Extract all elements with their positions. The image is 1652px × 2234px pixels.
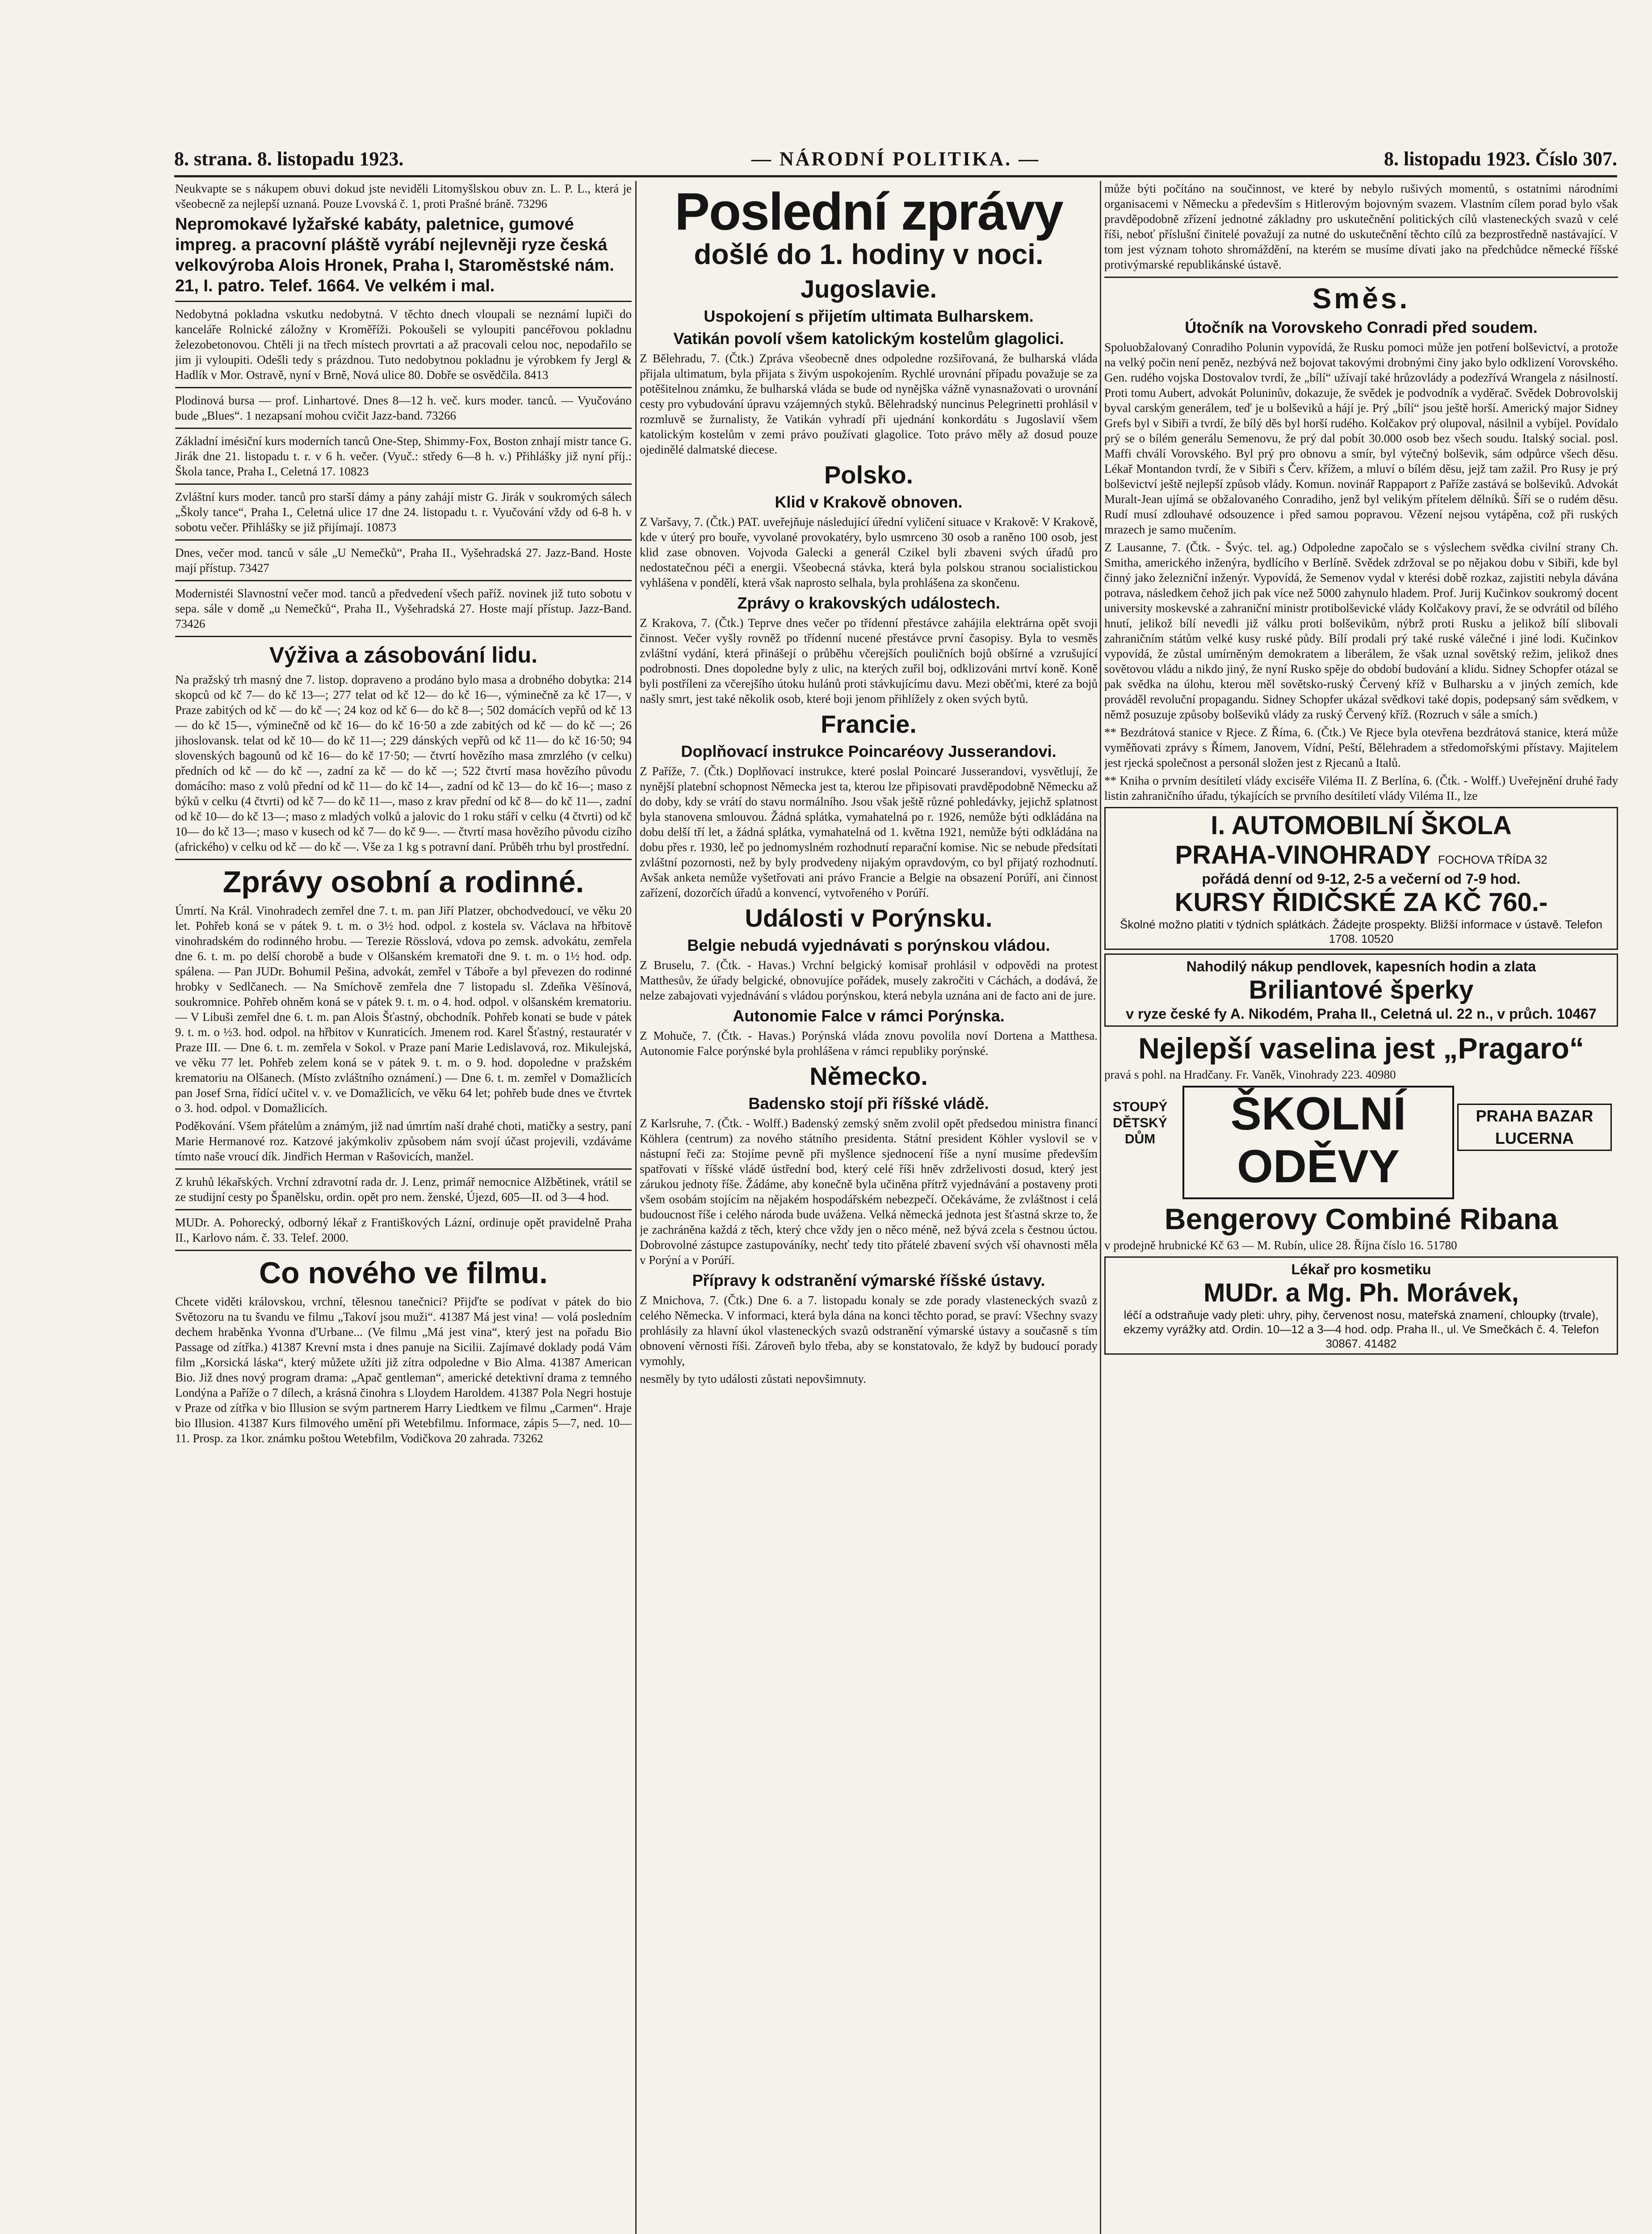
headline-latest-news: Poslední zprávy <box>675 182 1063 241</box>
separator <box>1104 277 1618 278</box>
section-title-personal: Zprávy osobní a rodinné. <box>222 865 584 899</box>
ad-benger: Bengerovy Combiné Ribana <box>1164 1202 1558 1235</box>
ad-litomysl-shoes: Neukvapte se s nákupem obuvi dokud jste neviděli Litomyšlskou obuv zn. L. P. L., která je všeobecně za nejlepší uznaná. Pouze Lvovská č. 1, proti Prašné bráně. 73296 <box>175 182 632 210</box>
section-title-miscellany: Směs. <box>1312 282 1410 315</box>
separator <box>175 539 632 541</box>
column-1 <box>175 181 632 2234</box>
ad-school-clothes-right: PRAHA BAZAR LUCERNA <box>1457 1104 1612 1151</box>
article-film-news: Chcete viděti královskou, vrchní, tělesnou tanečnici? Přijďte se podívat v pátek do bio Světozoru na tu švandu ve filmu „Takoví jsou muži“. 41387 Má jest vina! — volá posledním dechem hraběnka Yvonna d'Urbane... (Ve filmu „Má jest vina“, který jest na pořadu Bio Passage od zítřka.) 41387 Krevní msta i dnes panuje na Sicilii. Zajímavé doklady podá Vám film „Korsická láska“, který můžete užíti již zítra odpoledne v Bio Alma. 41387 American Bio. Již dnes nový program drama: „Apač gentleman“, americké detektivní drama z temného Londýna a Paříže o 7 dílech, a krásná činohra s Lloydem Haroldem. 41387 Pola Negri hostuje v Praze od zítřka v bio Illusion se svým partnerem Harry Liedtkem ve filmu „Carmen“. Hraje bio Illusion. 41387 Kurs filmového umění při Wetebfilmu. Informace, zápis 5—7, ned. 10—11. Prosp. za 1kor. známku poštou Wetebfilm, Vodičkova 20 zahrada. 73262 <box>175 1295 632 1445</box>
ad-safe-box: Nedobytná pokladna vskutku nedobytná. V těchto dnech vloupali se neznámí lupiči do kanceláře Rolnické záložny v Kroměříži. Pokoušeli se vyloupiti pancéřovou pokladnu železobetonovou. Chtěli ji na třech místech provrtati a až pracovali celou noc, nepodařilo se jim ji vyloupiti. Odešli tedy s prázdnou. Tuto nedobytnou pokladnu je výrobkem fy Jergl & Hadlík v Mor. Ostravě, nyní v Brně, Nová ulice 80. Dobře se osvědčila. 8413 <box>175 307 632 382</box>
separator <box>175 387 632 388</box>
article-krakow: Z Krakova, 7. (Čtk.) Teprve dnes večer po třídenní přestávce zahájila elektrárna opět svoji činnost. Večer vyšly rovněž po třídenní nucené přestávce první časopisy. Byla to vesměs zvláštní vydání, která přinášejí o průběhu včerejších pouličních bojů obšírné a vzrušující podrobnosti. Dnes dopoledne byly z ulic, na kterých zuřil boj, odklizováni mrtví koně. Koně byli postříleni za včerejšího útoku hulánů proti stávkujícímu davu. Mezi oběťmi, které za bojů našly smrt, jest také několik osob, které boji jenom přihlížely z oken svých bytů. <box>640 616 1098 705</box>
article-meat-market: Na pražský trh masný dne 7. listop. dopraveno a prodáno bylo masa a drobného dobytka: 214 skopců od kč 7— do kč 13—; 277 telat od kč 12— do kč 16—, výminečně za kč 17—, v Praze zabitých od kč — do kč —; 24 koz od kč 6— do kč 8—; 502 domácích vepřů od kč 13— do kč 15—, výminečně od kč 16— do kč 16·50 a zde zabitých od kč — do kč —; 26 jihoslovansk. telat od kč 10— do kč 11—; 229 dánských vepřů od kč 11— do kč 16·50; 94 slovenských bagounů od kč 16— do kč 17·50; — čtvrtí hovězího masa zmrzlého (v celku) předních od kč — do kč —, zadní za kč — do kč —; 522 čtvrtí masa hovězího původu domácího: maso z volů přední od kč 11— do kč 14—, zadní od kč 13— do kč 16—; maso z býků v celku (4 čtvrti) od kč 7— do kč 11—, maso z krav přední od kč 8— do kč 11—, zadní od kč 10— do kč 13—; maso z mladých volků a jalovic do 1 roku stáří v celku (4 čtvrti) od kč 10— do kč 13—; maso v kusech od kč 7— do kč 9—. — čtvrtí masa hovězího původu cizího (afrického) v celku od kč — do kč —. Vše za 1 kg s potravní daní. Průběh trhu byl prostřední. <box>175 673 632 853</box>
separator <box>175 1168 632 1170</box>
section-title-food: Výživa a zásobování lidu. <box>269 642 538 668</box>
ad-dance-linhart: Plodinová bursa — prof. Linhartové. Dnes 8—12 h. več. kurs moder. tanců. — Vyučováno bude „Blues“. 1 nezapsaní mohou cvičit Jazz-band. 73266 <box>175 394 632 422</box>
ad-school-clothes-left: STOUPÝ DĚTSKÝ DŮM <box>1112 1100 1168 1146</box>
ad-gala-evening: Modernistéi Slavnostní večer mod. tanců a předvedení všech paříž. novinek již tuto sobotu v sepa. sále v domě „u Nemečků“, Praha II., Vyšehradská 27. Hoste mají přístup. Jazz-Band. 73426 <box>175 587 632 630</box>
article-rijeka-radio: ** Bezdrátová stanice v Rjece. Z Říma, 6. (Čtk.) Ve Rjece byla otevřena bezdrátová stanice, která může vyměňovati zprávy s Římem, Janovem, Vídní, Peští, Bělehradem a středomořskými přístavy. Majitelem jest rjecká společnost a personál složen jest z Rjecanů a Italů. <box>1104 726 1618 769</box>
ad-benger-sub: v prodejně hrubnické Kč 63 — M. Rubín, ulice 28. Října číslo 16. 51780 <box>1104 1239 1457 1252</box>
ad-nikodem-jewels <box>1104 953 1618 1027</box>
ad-dance-seniors: Zvláštní kurs moder. tanců pro starší dámy a pány zahájí mistr G. Jirák v soukromých sálech „Školy tance“, Praha I., Celetná ulice 17 dne 24. listopadu t. r. Vyučování vždy od 6-8 h. v sobotu večer. Přihlášky se již přijímají. 10873 <box>175 490 632 534</box>
ad-driving-school-title: I. AUTOMOBILNÍ ŠKOLA <box>1211 811 1512 840</box>
column-rule-2 <box>1100 181 1101 2234</box>
article-poland: Z Varšavy, 7. (Čtk.) PAT. uveřejňuje následující úřední vyličení situace v Krakově: V Krakově, kde v úterý pro bouře, vyvolané provokatéry, bylo usmrceno 30 osob a raněno 100 osob, jest klid zase obnoven. Vojvoda Galecki a generál Czikel byli zbaveni svých úřadů pro nedostatečnou péči a energii. Všeobecná stávka, která byla polskou stranou socialistickou vyhlášena v pondělí, která však naprosto selhala, byla prohlášena za skončenu. <box>640 515 1098 589</box>
header-masthead: — NÁRODNÍ POLITIKA. — <box>751 148 1040 170</box>
page-header <box>174 147 1617 174</box>
heading-baden: Badensko stojí při říšské vládě. <box>748 1094 989 1113</box>
ad-school-clothes-title: ŠKOLNÍ ODĚVY <box>1182 1086 1454 1199</box>
heading-krakow-calm: Klid v Krakově obnoven. <box>775 493 963 511</box>
heading-krakow-events: Zprávy o krakovských událostech. <box>737 594 1000 612</box>
heading-weimar: Přípravy k odstranění výmarské říšské ústavy. <box>692 1271 1045 1289</box>
header-rule <box>174 175 1617 177</box>
article-doctors: Z kruhů lékařských. Vrchní zdravotní rada dr. J. Lenz, primář nemocnice Alžbětinek, vrátil se ze studijní cesty po Španělsku, ordin. opět pro nem. ženské, Újezd, 605—II. od 3—4 hod. <box>175 1175 632 1204</box>
ad-vaseline-sub: pravá s pohl. na Hradčany. Fr. Vaněk, Vinohrady 223. 40980 <box>1104 1068 1396 1081</box>
ad-cosmetics-doctor <box>1104 1256 1618 1355</box>
ad-dance-evening: Dnes, večer mod. tanců v sále „U Nemečků“, Praha II., Vyšehradská 27. Jazz-Band. Hoste mají přístup. 73427 <box>175 546 632 575</box>
article-conradi-trial: Spoluobžalovaný Conradiho Polunin vypovídá, že Rusku pomoci může jen potření bolševictví, a protože na velký počin není peněz, nezbývá než bojovat takovými drobnými činy jako bylo odklizení Vorovského. Gen. rudého vojska Dostovalov tvrdí, že „bílí“ užívají také hrůzovlády a podezřívá Wrangela z násilností. Proti tomu Aubert, advokát Poluninův, dokazuje, že svědek je podvodník a vyděrač. Svědek Dobrovolskij byval carským generálem, teď je u bolševiků a hájí je. Prý „bílí“ jsou ještě horší. Americký major Sidney Grefs byl v Sibiři a tvrdí, že bílý děs byl horší rudého. Kolčakov prý olupoval, násilnil a vybíjel. Povídalo prý se o bílém generálu Semenovu, že prý dal pobít 30.000 osob bez všech soudu. Italský social. posl. Maffi chválí Vorovského. Byl prý pro obnovu a smír, byl výtečný bolševik, sám odpůrce všech děsu. Lékař Montandon tvrdí, že v Sibiři s Červ. křížem, a mluví o bílém děsu, jejž tam zažil. Pro Rusy je prý bolševictví ještě nejlepší způsob vlády. Komun. novinář Rappaport z Paříže zastává se bolševiků. Advokát Muralt-Jean ujímá se obžalovaného Conradiho, jenž byl velikým přítelem dělníků. Šíří se o rudém děsu. Rudí musí zdlouhavé odsouzence i před samou popravou. Vězení nejsou vytápěna, což při ruských mrazech je samo mučením. <box>1104 340 1618 536</box>
article-france: Z Paříže, 7. (Čtk.) Doplňovací instrukce, které poslal Poincaré Jusserandovi, vysvětlují, že nynější platební schopnost Německa jest ta, kterou lze připisovati pravděpodobně Německu až do doby, kdy se vrátí do stavu normálního. Jsou však ještě různé pohledávky, jejichž splatnost byla stanovena smlouvou. Žádná splátka, vymahatelná po r. 1926, nemůže býti odkládána na dobu delší tří let, a žádná splátka, vymahatelná od 1. května 1921, nemůže býti odkládána na dobu přes r. 1930, leč po jednomyslném rozhodnutí reparační komise. Nic se nebude předsítati zvláštní pozornosti, než by byly prodvedeny nijakým opravdovým, co byl přijatý rozhodnutí. Avšak anketa nemůže vyšetřovati ani právo Francie a Belgie na obsazení Porúří, ani činnost zařízení, dozorčích úřadů a konvencí, vytvořeného v Porúří. <box>640 764 1098 899</box>
heading-poincare: Doplňovací instrukce Poincaréovy Jusserandovi. <box>681 742 1057 760</box>
heading-conradi-trial: Útočník na Vorovskeho Conradi před soudem. <box>1185 318 1538 336</box>
article-pohorecky: MUDr. A. Pohorecký, odborný lékař z Františkových Lázní, ordinuje opět pravidelně Praha II., Karlovo nám. č. 33. Telef. 2000. <box>175 1216 632 1244</box>
ad-cosmetics-name: MUDr. a Mg. Ph. Morávek, <box>1203 1278 1519 1307</box>
separator <box>175 859 632 860</box>
ad-cosmetics-text: léčí a odstraňuje vady pleti: uhry, pihy, červenost nosu, mateřská znamení, chloupky (trvale), ekzemy vyrážky atd. Ordin. 10—12 a 3—4 hod. odp. Praha II., ul. Ve Smečkách č. 4. Telefon 30867. 41482 <box>1123 1308 1599 1350</box>
article-baden: Z Karlsruhe, 7. (Čtk. - Wolff.) Badenský zemský sněm zvolil opět předsedou ministra financí Köhlera (centrum) za nového státního presidenta. Státní president Köhler vyslovil se v nástupní řeči za: Stojíme pevně při myšlence sjednocení říše a nyní musíme především spatřovati v říšské vládě ústřední bod, který celé říši hněv zdrželivosti dosud, který jest zárukou jednoty říše. Žádáme, aby konečně byla učiněna přítrž vyjednávání a postaveny proti všem osobám stojícím na nějakém hospodářském nebezpečí. Očekáváme, že zvláštnost i celá budoucnost říše i celého národa bude uvážena. Velká německá jednota jest šťastná skrze to, že je zachráněna každá z těch, který chce vždy jen o něco méně, než bývá zcela s čestnou úctou. Dobrovolné zástupce zastupováníky, nechť tedy tito přátelé zbavení svých vší ohavnosti měla v Porýní a v Porúří. <box>640 1117 1098 1267</box>
article-weimar: Z Mnichova, 7. (Čtk.) Dne 6. a 7. listopadu konaly se zde porady vlasteneckých svazů z celého Německa. V informaci, která byla dána na konci těchto porad, se praví: Všechny svazy prohlásily za hlavní úkol vlasteneckých svazů odstranění výmarské ústavy a současně s tím obnovení věrnosti říši. Zároveň bylo třeba, aby se konstatovalo, že když by budoucí porady vymohly, <box>640 1293 1098 1368</box>
ad-cosmetics-heading: Lékař pro kosmetiku <box>1291 1261 1431 1277</box>
heading-vatican-glagolitic: Vatikán povolí všem katolickým kostelům glagolici. <box>673 329 1064 348</box>
column-rule-1 <box>635 181 637 2234</box>
heading-belgium: Belgie nebudá vyjednávati s porýnskou vládou. <box>687 936 1050 954</box>
section-title-france: Francie. <box>821 710 917 738</box>
article-rhineland: Z Bruselu, 7. (Čtk. - Havas.) Vrchní belgický komisař prohlásil v odpovědi na protest Matthesův, že úřady belgické, obnovujíce pořádek, musely zakročiti v Cáchách, a dodává, že nelze zabajovati vyjednávání s vládou porýnskou, která nebyla uznána ani de facto ani de jure. <box>640 958 1098 1002</box>
heading-bulgaria-ultimatum: Uspokojení s přijetím ultimata Bulharskem. <box>704 307 1034 325</box>
section-title-germany: Německo. <box>809 1062 928 1090</box>
ad-nikodem-diamonds: Briliantové šperky <box>1249 975 1474 1004</box>
article-palatinate: Z Mohuče, 7. (Čtk. - Havas.) Porýnská vláda znovu povolila noví Dortena a Matthesa. Autonomie Falce porýnské byla prohlášena v rámci republiky porýnské. <box>640 1029 1098 1058</box>
article-lausanne: Z Lausanne, 7. (Čtk. - Švýc. tel. ag.) Odpoledne započalo se s výslechem svědka civilní strany Ch. Smitha, amerického inženýra, bydlícího v Berlíně. Svědek zdržoval se po nějakou dobu v Sibiři, kde byl činný jako železniční inženýr. Vypovídá, že Semenov vydal v kterési době rozkaz, zajistiti nebyla dávána potrava, následkem čehož jich pak více než 5000 zahynulo hladem. Prof. Jurij Kučinkov soukromý docent university moskevské a zahraniční ministr protibolševické vlády Kolčakovy praví, že se odvrátil od bílého hnutí, jelikož bílí nevedli již válku proti bolševikům, nýbrž proti Rusku a jelikož bílí slibovali zahraničním státům velké kusy ruské půdy. Bílí prodali prý také ruské válečné i jiné lodi. Kučinkov vypovídá, že zůstal umírněným demokratem a liberálem, že však uznal sovětský režim, jelikož dnes sovětovou vládu a nikdo jiný, že nyní Rusko spěje do období budování a klidu. Sidney Schopfer otázal se pak svědka na úlohu, kterou měl sovětsko-ruský Červený kříž v Bulharsku a v jiných zemích, kde prováděl revoluční propagandu. Sidney Schopfer ukázal svědkovi také dopis, podepsaný sám svědkem, v němž posuzuje způsoby bolševiků vlády za ruský Červený kříž. (Rozruch v sále a smích.) <box>1104 541 1618 721</box>
article-thanks: Poděkování. Všem přátelům a známým, již nad úmrtím naší drahé choti, matičky a sestry, paní Marie Hermanové roz. Katzové jakýmkoliv způsobem nám svojí účast projevili, vzdáváme tímto naše vroucí dík. Jindřich Herman v Rašovicích, manžel. <box>175 1119 632 1163</box>
column-3 <box>1104 181 1618 2234</box>
ad-driving-school-hours: pořádá denní od 9-12, 2-5 a večerní od 7-9 hod. <box>1202 871 1521 887</box>
ad-driving-school <box>1104 807 1618 950</box>
heading-palatinate: Autonomie Falce v rámci Porýnska. <box>733 1007 1005 1025</box>
ad-school-clothes <box>1104 1086 1618 1197</box>
article-weimar-continued: může býti počítáno na součinnost, ve které by nebylo rušivých momentů, s ostatními národními organisacemi v Německu a především s Hitlerovým bojovným svazem. Vlastním cílem porad bylo však pravděpodobně zřízení jednotné základny pro uskutečnění politických cílů vlasteneckých svazů v celé říši, neboť příslušní činitelé považují za nutné do uskutečnění těchto cílů za bezprostředně nastávající. V tom jest význam tohoto shromáždění, na kterém se musíme dívati jako na předchůdce německé říšské protivýmarské republikánské ústavě. <box>1104 182 1618 271</box>
article-deaths: Úmrtí. Na Král. Vinohradech zemřel dne 7. t. m. pan Jiří Platzer, obchodvedoucí, ve věku 20 let. Pohřeb koná se v pátek 9. t. m. o 3½ hod. odpol. z kostela sv. Václava na hřbitově vinohradském do rodinného hrobu. — Terezie Rösslová, vdova po zemsk. advokátu, zemřela dne 6. t. m. po delší chorobě a bude v Olšanském krematoři dne 9. t. m. o 1½ hod. odp. spálena. — Pan JUDr. Bohumil Pešina, advokát, zemřel v Táboře a byl převezen do rodinné hrobky v Sedlčanech. — Na Smíchově zemřela dne 7 listopadu sl. Zdeňka Věšínová, soukromnice. Pohřeb ohněm koná se v pátek 9. t. m. o 4. hod. odpol. v olšanském krematoriu. — V Libuši zemřel dne 6. t. m. pan Alois Šťastný, obchodník. Pohřeb konati se bude v pátek 9. t. m. o ½3. hod. odpol. na hřbitov v Kunraticích. Jmenem rod. Karel Šťastný, restauratér v Praze III. — Dne 6. t. m. zemřela v Sokol. v Praze paní Marie Ledislavová, roz. Mikulejská, ve věku 77 let. Pohřeb zelem koná se v pátek 9. t. m. o 9. hod. dopoledne v pražském krematoriu na Olšanech. (Místo zvláštního oznámení.) — Dne 6. t. m. zemřel v Domažlicích pan Josef Srna, řídící učitel v. v. ve Domažlicích, ve věku 64 let; pohřeb bude dnes ve čtvrtek o 3. hod. odpol. v Domažlicích. <box>175 904 632 1115</box>
ad-driving-school-city-text: PRAHA-VINOHRADY <box>1175 840 1431 869</box>
section-title-film: Co nového ve filmu. <box>259 1256 548 1290</box>
ad-nikodem-address: v ryze české fy A. Nikodém, Praha II., Celetná ul. 22 n., v průch. 10467 <box>1126 1006 1597 1022</box>
header-left: 8. strana. 8. listopadu 1923. <box>174 148 404 170</box>
section-title-rhineland: Události v Porýnsku. <box>745 904 993 932</box>
ad-vaseline: Nejlepší vaselina jest „Pragaro“ <box>1138 1032 1584 1065</box>
article-weimar-note: nesměly by tyto události zůstati nepovšimnuty. <box>640 1372 866 1386</box>
ad-driving-school-courses: KURSY ŘIDIČSKÉ ZA KČ 760.- <box>1174 888 1548 917</box>
article-yugoslavia: Z Bělehradu, 7. (Čtk.) Zpráva všeobecně dnes odpoledne rozšiřovaná, že bulharská vláda přijala ultimatum, byla přijata s živým uspokojením. Rychlé urovnání případu považuje se za potěšitelnou známku, že bulharská vláda se bude od nynějška vážně vynasnažovati o urovnání cesty pro vybudování úpravu vzájemných styků. Bělehradský nuncinus Pelegrinetti prohlásil v rozmluvě se žurnalisty, že Vatikán vyhradí při ujednání konkordátu s Jugoslavií všem katolickým kostelům v zemi právo používati glagolice. Toto právo měly až dosud pouze ojedinělé dalmatské diecese. <box>640 352 1098 456</box>
ad-driving-school-city <box>1110 840 1612 870</box>
section-title-yugoslavia: Jugoslavie. <box>800 275 937 303</box>
separator <box>175 1209 632 1210</box>
separator <box>175 580 632 581</box>
separator <box>175 483 632 485</box>
column-2 <box>640 181 1098 2234</box>
header-right: 8. listopadu 1923. Číslo 307. <box>1384 148 1617 170</box>
separator <box>175 301 632 302</box>
separator <box>175 636 632 637</box>
ad-dance-course: Základní imésiční kurs moderních tanců One-Step, Shimmy-Fox, Boston znhají mistr tance G. Jirák dne 21. listopadu t. r. v 6 h. večer. (Vyuč.: středy 6—8 h. v.) Přihlášky již nyní příj.: Škola tance, Praha I., Celetná 17. 10823 <box>175 434 632 478</box>
ad-driving-school-note: Školné možno platiti v týdních splátkách. Žádejte prospekty. Bližší informace v ústavě. Telefon 1708. 10520 <box>1120 918 1602 945</box>
headline-latest-news-sub: došlé do 1. hodiny v noci. <box>694 238 1044 270</box>
ad-hronek-raincoats: Nepromokavé lyžařské kabáty, paletnice, gumové impreg. a pracovní pláště vyrábí nejlevněji ryze česká velkovýroba Alois Hronek, Praha I, Staroměstské nám. 21, I. patro. Telef. 1664. Ve velkém i mal. <box>175 215 614 295</box>
ad-driving-school-street: FOCHOVA TŘÍDA 32 <box>1438 853 1547 866</box>
section-title-poland: Polsko. <box>824 461 914 489</box>
separator <box>175 428 632 429</box>
ad-nikodem-line1: Nahodilý nákup pendlovek, kapesních hodin a zlata <box>1186 958 1536 974</box>
article-wilhelm-book: ** Kniha o prvním desítiletí vlády exciséře Viléma II. Z Berlína, 6. (Čtk. - Wolff.) Uveřejnění druhé řady listin zahraničního úřadu, týkajících se prvního desítiletí vlády Viléma II., lze <box>1104 774 1618 802</box>
separator <box>175 1250 632 1251</box>
